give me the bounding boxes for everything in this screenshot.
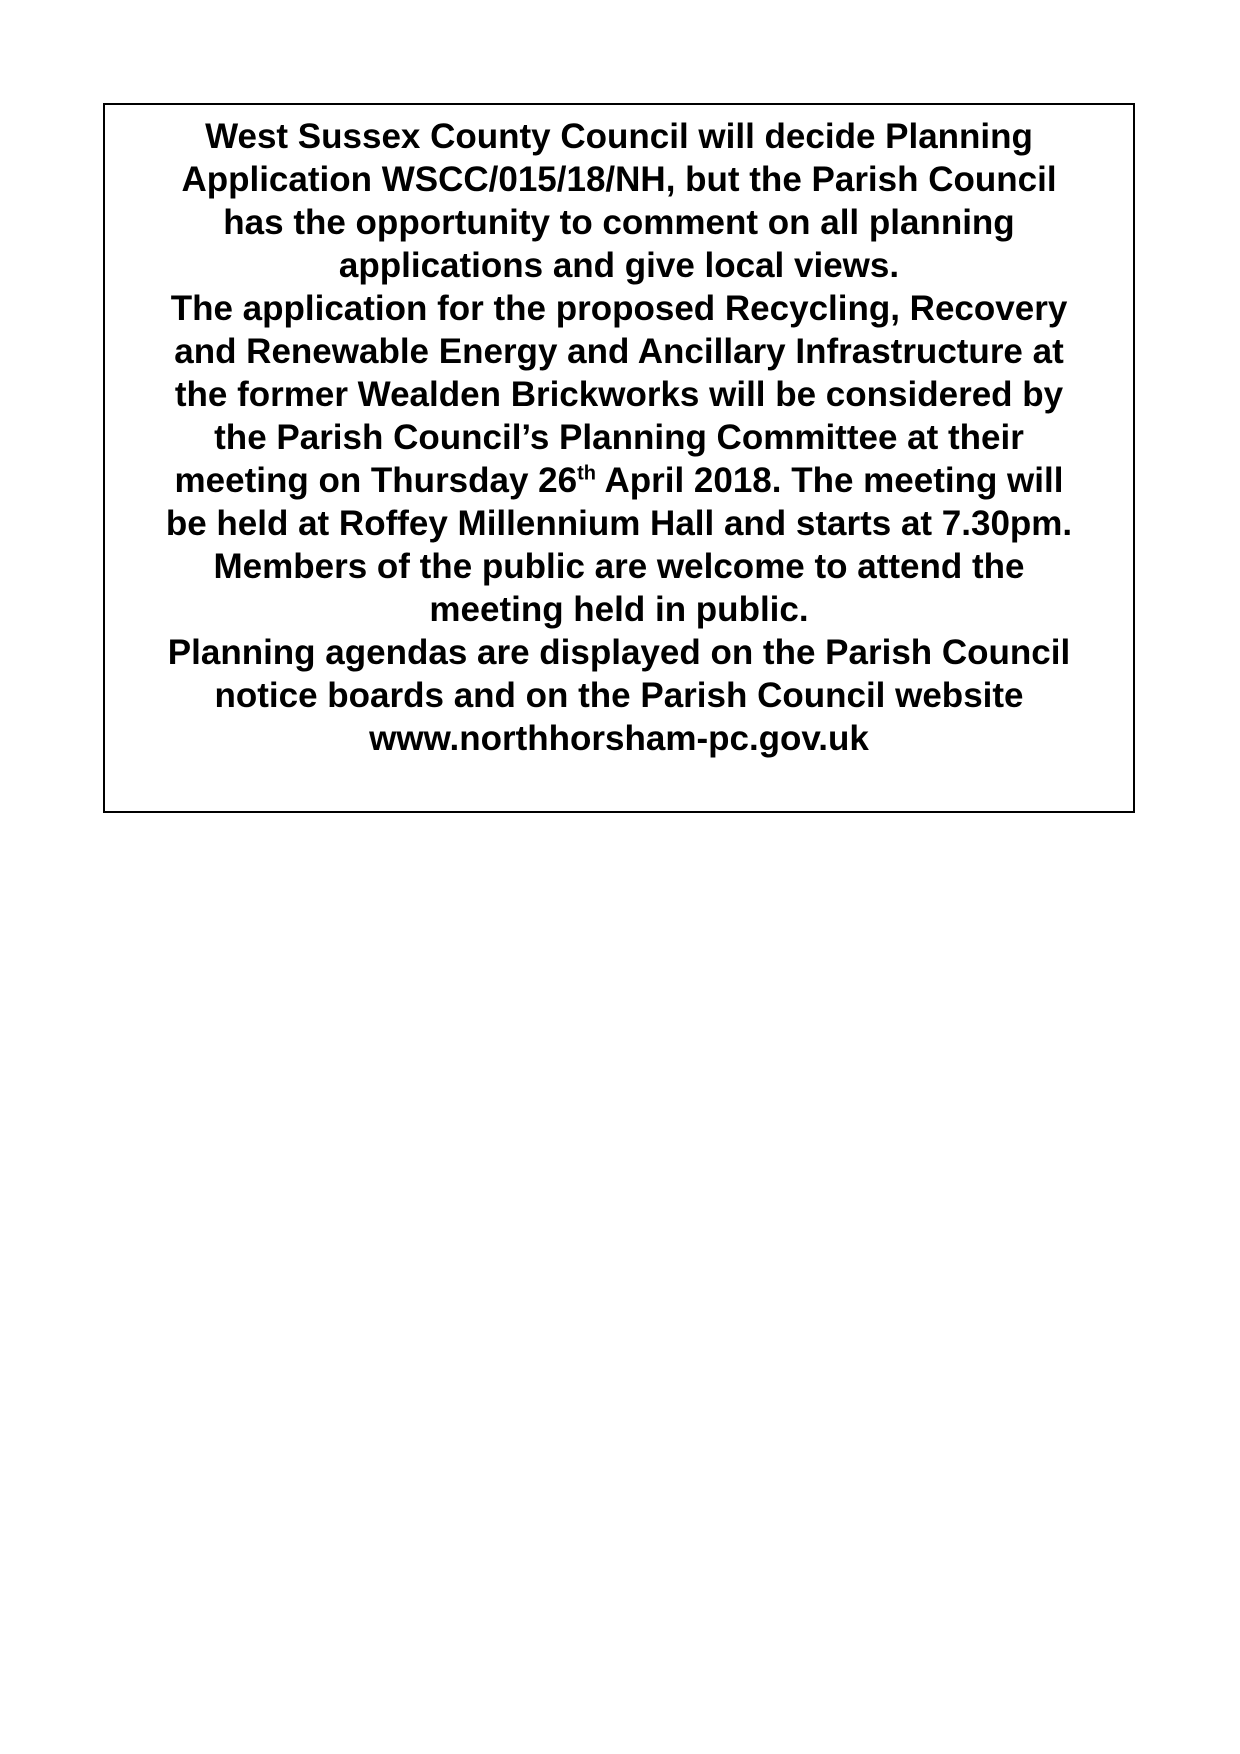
- date-text-after: April 2018. The meeting will: [596, 461, 1064, 500]
- notice-line: the former Wealden Brickworks will be considered by: [174, 375, 1064, 414]
- notice-line: Members of the public are welcome to attend the: [213, 547, 1025, 586]
- meeting-date-line: [105, 459, 1133, 502]
- notice-line: and Renewable Energy and Ancillary Infrastructure at: [174, 332, 1064, 371]
- notice-line: be held at Roffey Millennium Hall and starts at 7.30pm.: [165, 504, 1073, 543]
- notice-line: The application for the proposed Recycling, Recovery: [170, 289, 1068, 328]
- notice-line: notice boards and on the Parish Council website: [214, 676, 1024, 715]
- date-text: meeting on Thursday 26: [174, 461, 578, 500]
- notice-text: [105, 115, 1133, 760]
- notice-line: applications and give local views.: [338, 246, 900, 285]
- notice-line: meeting held in public.: [429, 590, 809, 629]
- notice-box: [103, 103, 1135, 813]
- notice-line: Application WSCC/015/18/NH, but the Parish Council: [181, 160, 1057, 199]
- notice-line: Planning agendas are displayed on the Parish Council: [167, 633, 1071, 672]
- notice-line: West Sussex County Council will decide Planning: [205, 117, 1033, 156]
- notice-line: the Parish Council’s Planning Committee at their: [214, 418, 1024, 457]
- date-ordinal-suffix: th: [577, 462, 597, 485]
- notice-line: has the opportunity to comment on all planning: [223, 203, 1015, 242]
- website-link[interactable]: www.northhorsham-pc.gov.uk: [369, 719, 869, 758]
